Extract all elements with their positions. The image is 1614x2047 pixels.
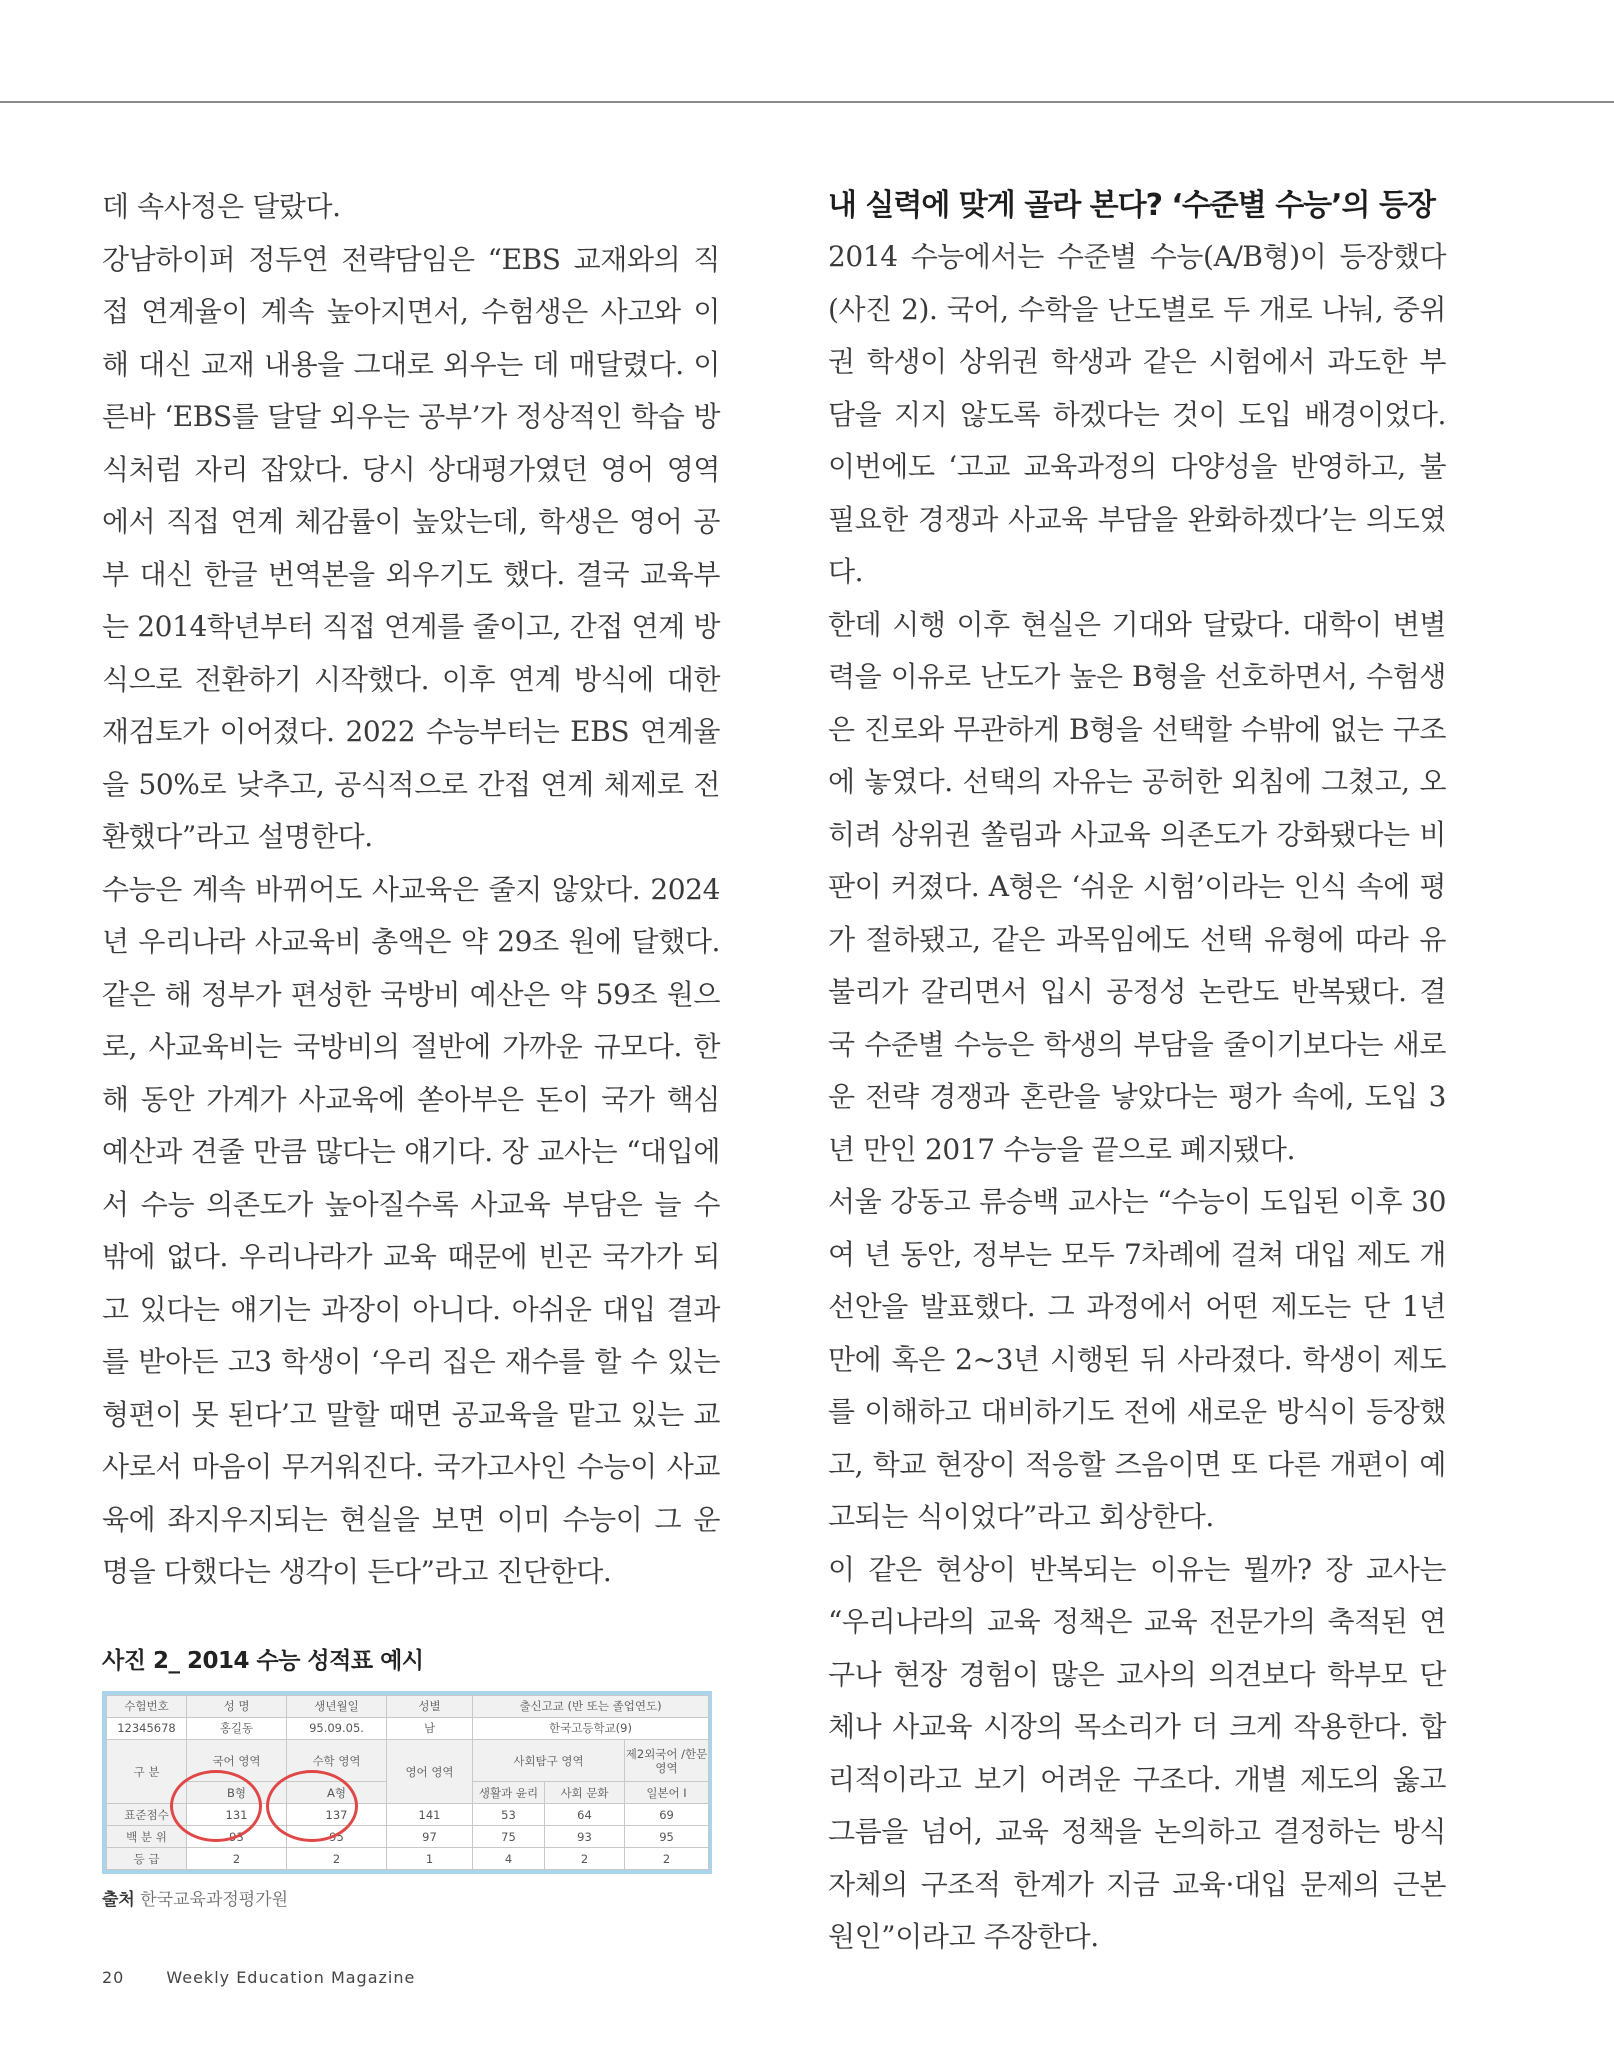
table-header-cell: 수험번호 [107,1696,187,1718]
table-cell: 64 [545,1804,625,1826]
table-header-cell: 구 분 [107,1739,187,1803]
korean-type-highlight-circle [170,1770,262,1842]
source-label: 출처 [102,1890,135,1910]
table-cell: 69 [625,1804,709,1826]
table-cell: 95 [287,1826,387,1848]
table-cell: 53 [473,1804,545,1826]
left-column [102,181,720,1599]
table-row-label: 등 급 [107,1848,187,1870]
table-header-cell: 생활과 윤리 [473,1782,545,1804]
table-header-cell: 국어 영역 [187,1739,287,1781]
table-cell: 97 [387,1826,473,1848]
math-type-highlight-circle [266,1770,358,1842]
figure-source [102,1885,288,1910]
body-paragraph: 이 같은 현상이 반복되는 이유는 뭘까? 장 교사는 “우리나라의 교육 정책은 교육 전문가의 축적된 연구나 현장 경험이 많은 교사의 의견보다 학부모 단체나 사교육 시장의 목소리가 더 크게 작용한다. 합리적이라고 보기 어려운 구조다. 개별 제도의 옳고 그름을 넘어, 교육 정책을 논의하고 결정하는 방식 자체의 구조적 한계가 지금 교육·대입 문제의 근본 원인”이라고 주장한다. [828,1552,1446,1953]
magazine-name: Weekly Education Magazine [166,1968,416,1987]
body-paragraph: 데 속사정은 달랐다. [102,190,341,223]
table-row [107,1848,709,1870]
table-cell: 95.09.05. [287,1717,387,1739]
table-cell: 1 [387,1848,473,1870]
table-header-cell: 성 명 [187,1696,287,1718]
table-header-cell: 출신고교 (반 또는 졸업연도) [473,1696,709,1718]
table-header-cell: 영어 영역 [387,1739,473,1803]
top-rule [0,101,1614,103]
table-cell: 2 [625,1848,709,1870]
body-paragraph: 서울 강동고 류승백 교사는 “수능이 도입된 이후 30여 년 동안, 정부는 모두 7차례에 걸쳐 대입 제도 개선안을 발표했다. 그 과정에서 어떤 제도는 단 1년 만에 혹은 2~3년 시행된 뒤 사라졌다. 학생이 제도를 이해하고 대비하기도 전에 새로운 방식이 등장했고, 학교 현장이 적응할 즈음이면 또 다른 개편이 예고되는 식이었다”라고 회상한다. [828,1185,1446,1533]
page-footer [102,1968,415,1987]
table-cell: 93 [545,1826,625,1848]
table-cell: 홍길동 [187,1717,287,1739]
table-cell: 137 [287,1804,387,1826]
table-cell: 2 [187,1848,287,1870]
body-paragraph: 강남하이퍼 정두연 전략담임은 “EBS 교재와의 직접 연계율이 계속 높아지면서, 수험생은 사고와 이해 대신 교재 내용을 그대로 외우는 데 매달렸다. 이른바 ‘EBS를 달달 외우는 공부’가 정상적인 학습 방식처럼 자리 잡았다. 당시 상대평가였던 영어 영역에서 직접 연계 체감률이 높았는데, 학생은 영어 공부 대신 한글 번역본을 외우기도 했다. 결국 교육부는 2014학년부터 직접 연계를 줄이고, 간접 연계 방식으로 전환하기 시작했다. 이후 연계 방식에 대한 재검토가 이어졌다. 2022 수능부터는 EBS 연계율을 50%로 낮추고, 공식적으로 간접 연계 체제로 전환했다”라고 설명한다. [102,242,720,853]
table-cell: 75 [473,1826,545,1848]
table-cell: 한국고등학교(9) [473,1717,709,1739]
table-cell: A형 [287,1782,387,1804]
body-paragraph: 한데 시행 이후 현실은 기대와 달랐다. 대학이 변별력을 이유로 난도가 높은 B형을 선호하면서, 수험생은 진로와 무관하게 B형을 선택할 수밖에 없는 구조에 놓였다. 선택의 자유는 공허한 외침에 그쳤고, 오히려 상위권 쏠림과 사교육 의존도가 강화됐다는 비판이 커졌다. A형은 ‘쉬운 시험’이라는 인식 속에 평가 절하됐고, 같은 과목임에도 선택 유형에 따라 유불리가 갈리면서 입시 공정성 논란도 반복됐다. 결국 수준별 수능은 학생의 부담을 줄이기보다는 새로운 전략 경쟁과 혼란을 낳았다는 평가 속에, 도입 3년 만인 2017 수능을 끝으로 폐지됐다. [828,607,1446,1166]
table-cell: 4 [473,1848,545,1870]
table-row-label: 표준점수 [107,1804,187,1826]
body-paragraph: 수능은 계속 바뀌어도 사교육은 줄지 않았다. 2024년 우리나라 사교육비 총액은 약 29조 원에 달했다. 같은 해 정부가 편성한 국방비 예산은 약 59조 원으로, 사교육비는 국방비의 절반에 가까운 규모다. 한 해 동안 가계가 사교육에 쏟아부은 돈이 국가 핵심 예산과 견줄 만큼 많다는 얘기다. 장 교사는 “대입에서 수능 의존도가 높아질수록 사교육 부담은 늘 수밖에 없다. 우리나라가 교육 때문에 빈곤 국가가 되고 있다는 얘기는 과장이 아니다. 아쉬운 대입 결과를 받아든 고3 학생이 ‘우리 집은 재수를 할 수 있는 형편이 못 된다’고 말할 때면 공교육을 맡고 있는 교사로서 마음이 무거워진다. 국가고사인 수능이 사교육에 좌지우지되는 현실을 보면 이미 수능이 그 운명을 다했다는 생각이 든다”라고 진단한다. [102,872,720,1588]
table-cell: 93 [187,1826,287,1848]
score-report-figure [102,1691,712,1874]
table-header-cell: 사회 문화 [545,1782,625,1804]
page-number: 20 [102,1968,125,1987]
table-cell: 12345678 [107,1717,187,1739]
body-paragraph: 2014 수능에서는 수준별 수능(A/B형)이 등장했다(사진 2). 국어, 수학을 난도별로 두 개로 나눠, 중위권 학생이 상위권 학생과 같은 시험에서 과도한 부담을 지지 않도록 하겠다는 것이 도입 배경이었다. 이번에도 ‘고교 교육과정의 다양성을 반영하고, 불필요한 경쟁과 사교육 부담을 완화하겠다’는 의도였다. [828,240,1446,588]
section-heading: 내 실력에 맞게 골라 본다? ‘수준별 수능’의 등장 [828,188,1435,223]
table-cell: 141 [387,1804,473,1826]
table-row [107,1717,709,1739]
table-header-cell: 생년월일 [287,1696,387,1718]
figure-caption: 사진 2_ 2014 수능 성적표 예시 [102,1648,424,1674]
table-cell: 131 [187,1804,287,1826]
table-cell: 2 [545,1848,625,1870]
table-cell: 2 [287,1848,387,1870]
table-header-cell: 사회탐구 영역 [473,1739,625,1781]
table-header-cell: 수학 영역 [287,1739,387,1781]
table-row [107,1696,709,1718]
source-text: 한국교육과정평가원 [140,1890,289,1910]
table-header-cell: 제2외국어 /한문 영역 [625,1739,709,1781]
table-cell: 남 [387,1717,473,1739]
right-column [828,181,1446,1964]
table-header-cell: 성별 [387,1696,473,1718]
table-cell: 95 [625,1826,709,1848]
table-header-cell: 일본어 I [625,1782,709,1804]
table-row-label: 백 분 위 [107,1826,187,1848]
table-cell: B형 [187,1782,287,1804]
